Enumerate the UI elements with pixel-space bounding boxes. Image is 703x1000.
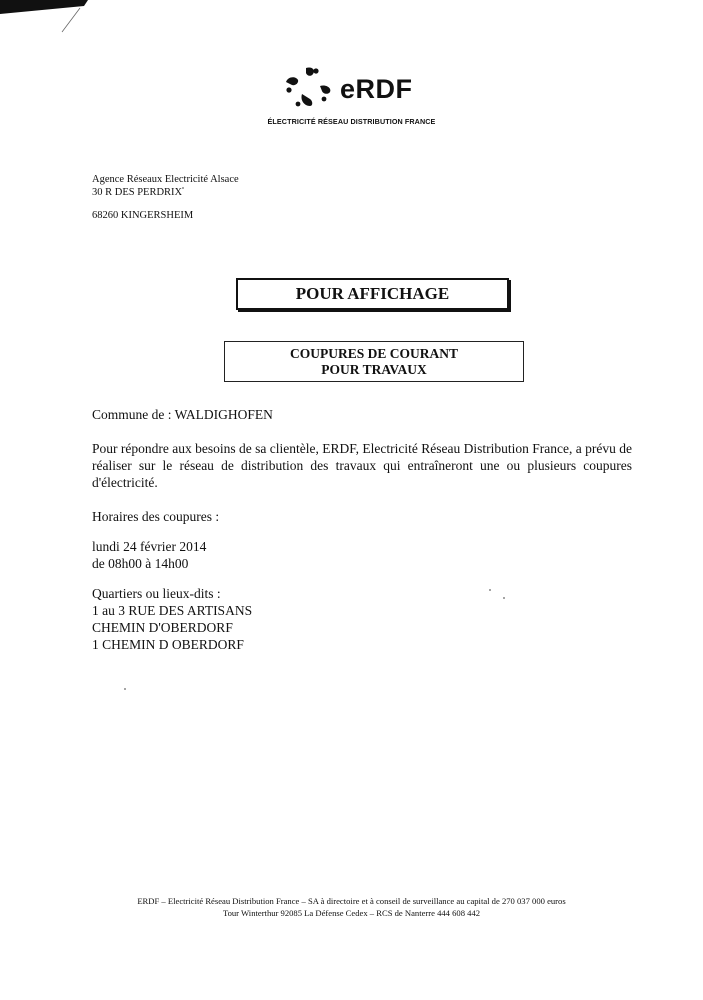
location-item: CHEMIN D'OBERDORF — [92, 620, 233, 635]
erdf-logo-wordmark: eRDF — [340, 74, 413, 104]
scan-speck — [503, 597, 505, 599]
notice-subject-line1: COUPURES DE COURANT — [289, 345, 458, 361]
notice-subject-line2: POUR TRAVAUX — [321, 361, 427, 377]
notice-title: POUR AFFICHAGE — [295, 284, 450, 303]
notice-title-box — [236, 278, 509, 310]
scan-speck — [124, 688, 126, 690]
intro-paragraph: Pour répondre aux besoins de sa clientèle, ERDF, Electricité Réseau Distribution France, a prévu de réaliser sur le réseau de distribution des travaux qui entraîneront une ou plusieurs coupures d'électricité. — [92, 441, 632, 490]
locations-block — [92, 585, 252, 653]
location-item: 1 au 3 RUE DES ARTISANS — [92, 603, 253, 618]
schedule-time: de 08h00 à 14h00 — [92, 556, 189, 571]
scan-corner-mark — [0, 0, 90, 50]
sender-agency: Agence Réseaux Electricité Alsace — [92, 174, 239, 185]
footer-line1: ERDF – Electricité Réseau Distribution France – SA à directoire et à conseil de surveillance au capital de 270 037 000 euros — [137, 896, 566, 906]
schedule-heading: Horaires des coupures : — [92, 509, 220, 524]
locations-heading: Quartiers ou lieux-dits : — [92, 586, 221, 601]
footer-line2: Tour Winterthur 92085 La Défense Cedex – RCS de Nanterre 444 608 442 — [222, 908, 481, 918]
schedule-block — [92, 538, 206, 572]
location-item: 1 CHEMIN D OBERDORF — [92, 637, 244, 652]
sender-city: 68260 KINGERSHEIM — [92, 210, 194, 221]
notice-subject-box — [224, 341, 524, 382]
legal-footer — [0, 895, 703, 919]
scan-speck — [489, 589, 491, 591]
sender-address — [92, 173, 239, 222]
commune-line: Commune de : WALDIGHOFEN — [92, 407, 273, 422]
erdf-logo — [280, 64, 430, 112]
sender-street: 30 R DES PERDRIX — [92, 187, 183, 198]
scan-speck — [182, 187, 184, 189]
logo-tagline: ÉLECTRICITÉ RÉSEAU DISTRIBUTION FRANCE — [267, 117, 436, 126]
schedule-date: lundi 24 février 2014 — [92, 539, 207, 554]
erdf-windmill-icon — [280, 64, 338, 112]
